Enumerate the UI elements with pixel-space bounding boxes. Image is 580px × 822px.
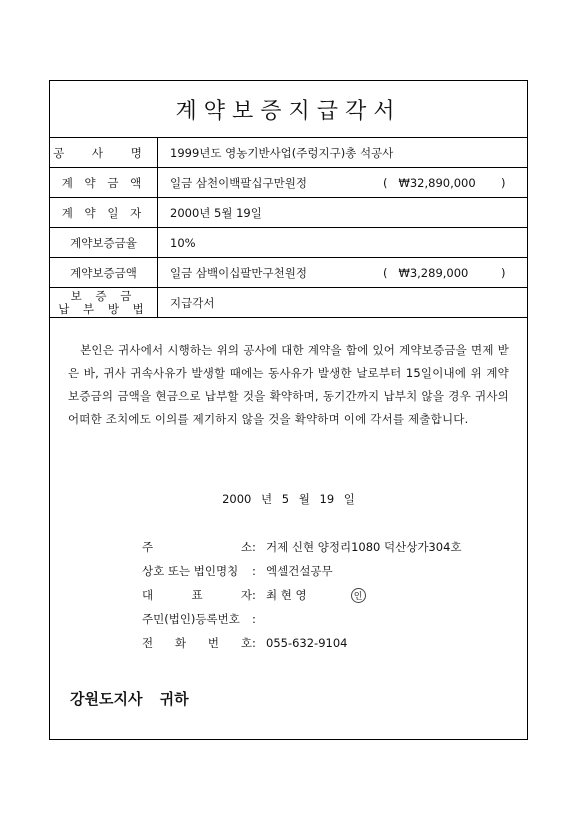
value-deposit-amount-cell <box>158 258 528 288</box>
field-company-name <box>142 559 462 583</box>
label-char: 화 <box>174 636 187 650</box>
value-deposit-amount: 일금 삼백이십팔만구천원정 <box>170 265 307 280</box>
seal-icon: 인 <box>351 588 366 603</box>
document-date: 2000 년 5 월 19 일 <box>222 492 355 506</box>
label-char: 표 <box>191 588 203 602</box>
label-char: 호 <box>240 636 252 650</box>
signatory-fields <box>142 535 462 655</box>
paren-open: ( <box>383 175 388 190</box>
value-contract-date: 2000년 5월 19일 <box>158 198 528 228</box>
contract-info-table <box>50 138 527 318</box>
paren-close: ) <box>501 175 506 190</box>
label-char: 번 <box>207 636 220 650</box>
field-label-representative <box>142 587 252 603</box>
value-project-name: 1999년도 영농기반사업(주렁지구)총 석공사 <box>158 138 528 168</box>
paren-open: ( <box>383 265 388 280</box>
deposit-amount-numeric <box>383 265 506 280</box>
label-char: 자 <box>240 588 252 602</box>
deposit-amount-won: ₩3,289,000 <box>398 265 469 280</box>
table-row <box>50 288 527 318</box>
label-char: 대 <box>142 588 154 602</box>
field-representative <box>142 583 462 607</box>
label-text: 상호 또는 법인명칭 <box>142 564 239 578</box>
document-frame <box>49 80 528 740</box>
label-char: 전 <box>142 636 154 650</box>
pledge-body-text <box>68 339 509 431</box>
document-title: 계약보증지급각서 <box>50 81 527 138</box>
field-registration-number <box>142 607 462 631</box>
label-payment-method-line2: 납 부 방 법 <box>58 301 149 316</box>
colon: : <box>252 588 256 602</box>
value-contract-amount: 일금 삼천이백팔십구만원정 <box>170 175 307 190</box>
label-deposit-rate: 계약보증금율 <box>50 228 158 258</box>
table-row <box>50 258 527 288</box>
field-address <box>142 535 462 559</box>
value-deposit-rate: 10% <box>158 228 528 258</box>
field-label-phone <box>142 635 252 651</box>
table-row <box>50 198 527 228</box>
table-row <box>50 138 527 168</box>
label-char: 주 <box>142 540 154 554</box>
colon: : <box>252 540 256 554</box>
field-label-address <box>142 539 252 555</box>
label-payment-method-line1: 보 증 금 <box>70 288 137 303</box>
contract-amount-numeric <box>383 175 506 190</box>
colon: : <box>252 564 256 578</box>
label-contract-amount: 계 약 금 액 <box>50 168 158 198</box>
field-value-representative: 최 현 영 <box>266 588 307 602</box>
field-value-address: 거제 신현 양정리1080 덕산상가304호 <box>266 540 462 554</box>
label-payment-method <box>50 288 158 318</box>
field-phone <box>142 631 462 655</box>
table-row <box>50 168 527 198</box>
label-contract-date: 계 약 일 자 <box>50 198 158 228</box>
colon: : <box>252 612 256 626</box>
pledge-body: 본인은 귀사에서 시행하는 위의 공사에 대한 계약을 함에 있어 계약보증금을 면제 받은 바, 귀사 귀속사유가 발생할 때에는 동사유가 발생한 날로부터 15일이내에 위 계약보증금의 금액을 현금으로 납부할 것을 확약하며, 동기간까지 납부치 않을 경우 귀사의 어떠한 조치에도 이의를 제기하지 않을 것을 확약하며 이에 각서를 제출합니다. <box>68 343 509 426</box>
label-text: 주민(법인)등록번호 <box>142 612 240 626</box>
value-payment-method: 지급각서 <box>158 288 528 318</box>
addressee: 강원도지사 귀하 <box>70 690 189 708</box>
field-label-registration-number <box>142 611 252 627</box>
label-project-name: 공 사 명 <box>50 138 158 168</box>
label-deposit-amount: 계약보증금액 <box>50 258 158 288</box>
table-row <box>50 228 527 258</box>
field-value-phone: 055-632-9104 <box>266 636 348 650</box>
label-char: 소 <box>240 540 252 554</box>
field-value-company-name: 엑셀건설공무 <box>266 564 333 578</box>
paren-close: ) <box>501 265 506 280</box>
field-label-company-name <box>142 563 252 579</box>
contract-amount-won: ₩32,890,000 <box>398 175 476 190</box>
colon: : <box>252 636 256 650</box>
value-contract-amount-cell <box>158 168 528 198</box>
